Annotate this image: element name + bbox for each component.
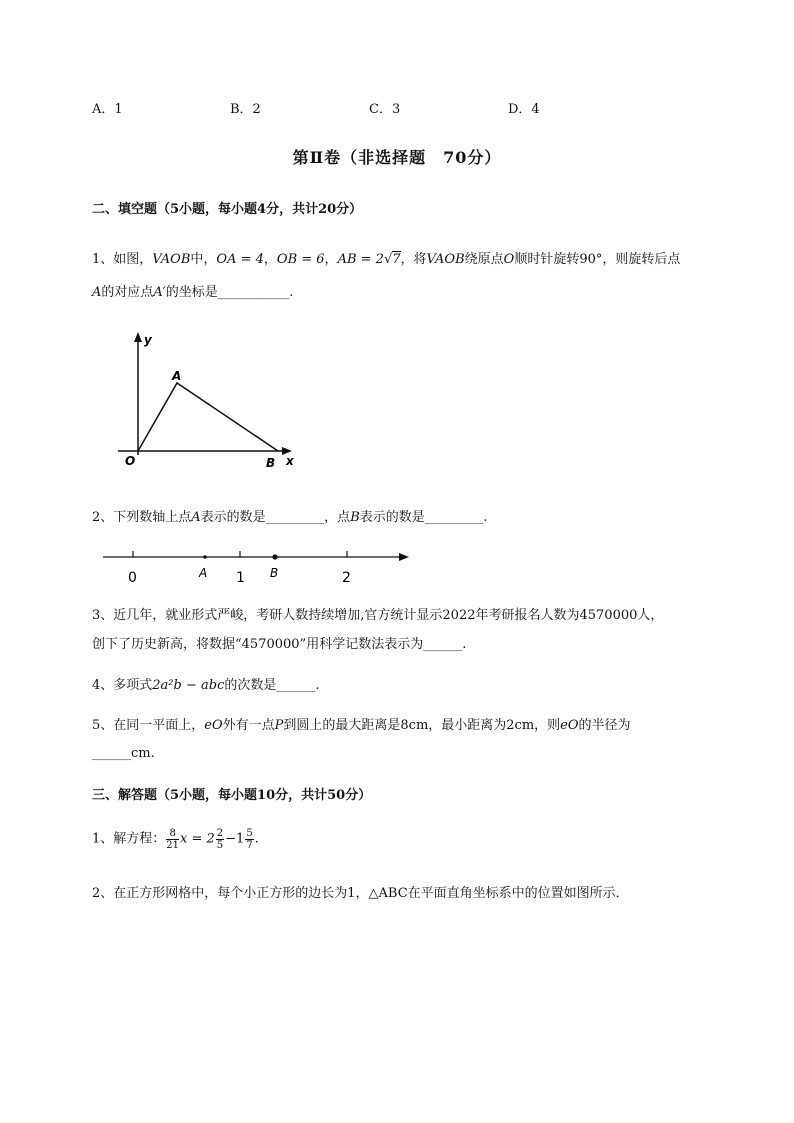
q-text: 表示的数是_________. [359, 510, 488, 525]
math-tri: VAOB [152, 252, 191, 267]
math-p: P [274, 718, 284, 733]
math-circle: eO [204, 718, 223, 733]
q-text: . [254, 831, 259, 847]
option-c: C．3 [369, 102, 401, 117]
number-line-arrow-icon [399, 553, 409, 561]
fraction-5-7 [245, 828, 253, 851]
option-d: D．4 [508, 102, 540, 117]
q-text: ， [324, 252, 338, 267]
math-circle2: eO [560, 718, 579, 733]
label-a: A [172, 369, 182, 383]
q-text: ，将 [400, 252, 427, 267]
q-text: 表示的数是_________，点 [200, 510, 351, 525]
math-x: x = 2 [180, 831, 215, 847]
triangle-aob [138, 383, 278, 451]
q-text: 4、多项式 [92, 678, 153, 693]
math-tri2: VAOB [426, 252, 465, 267]
question-3-1 [92, 828, 259, 851]
fraction-8-21 [166, 828, 179, 851]
triangle-figure [110, 330, 310, 475]
option-a: A．1 [92, 102, 123, 117]
label-o: O [125, 454, 136, 468]
label-point-a: A [199, 566, 208, 580]
q-text: 中， [190, 252, 217, 267]
frac-den: 7 [246, 840, 253, 851]
q-text: 到圆上的最大距离是8cm，最小距离为2cm，则 [283, 718, 561, 733]
frac-num: 2 [216, 828, 224, 839]
q-text: 2、下列数轴上点 [92, 510, 192, 525]
q-text: 的次数是______. [224, 678, 320, 693]
q-text: 的坐标是___________. [165, 285, 294, 300]
label-zero: 0 [128, 570, 137, 586]
math-polynomial: 2a²b − abc [152, 678, 225, 693]
math-aprime: A′ [153, 285, 166, 300]
fraction-2-5 [216, 828, 224, 851]
q-text: 5、在同一平面上， [92, 718, 205, 733]
label-y: y [144, 333, 152, 347]
q-text: 1、如图， [92, 252, 153, 267]
frac-num: 8 [166, 828, 179, 840]
frac-num: 5 [246, 828, 253, 839]
q-text: 顺时针旋转90°，则旋转后点 [514, 252, 681, 267]
y-axis-arrow-icon [134, 332, 142, 342]
section3-heading: 三、解答题（5小题，每小题10分，共计50分） [92, 788, 372, 803]
question-2-4 [92, 678, 320, 694]
question-2-3-line2: 创下了历史新高，将数据“4570000”用科学记数法表示为______. [92, 637, 467, 652]
sqrt-sign: √ [383, 252, 393, 267]
math-a: A [191, 510, 201, 525]
question-2-3-line1: 3、近几年，就业形式严峻，考研人数持续增加,官方统计显示2022年考研报名人数为4570000人， [92, 608, 664, 623]
label-b: B [266, 456, 276, 470]
question-2-5-line1 [92, 718, 631, 734]
math-minus: −1 [225, 831, 245, 847]
label-point-b: B [270, 566, 279, 580]
q-text: 的半径为 [578, 718, 631, 733]
section2-heading: 二、填空题（5小题，每小题4分，共计20分） [92, 202, 363, 217]
question-2-2 [92, 510, 487, 526]
math-ob: OB = 6 [276, 252, 325, 267]
label-two: 2 [342, 570, 351, 586]
option-b: B．2 [230, 102, 261, 117]
q-text: 外有一点 [222, 718, 275, 733]
question-3-2: 2、在正方形网格中，每个小正方形的边长为1，△ABC在平面直角坐标系中的位置如图所示． [92, 886, 629, 901]
math-ab: AB = 2 [337, 252, 384, 267]
q-text: 的对应点 [101, 285, 154, 300]
number-line [95, 545, 415, 587]
frac-den: 21 [166, 840, 180, 851]
label-one: 1 [236, 570, 245, 586]
math-a: A [92, 285, 102, 300]
question-2-5-line2: ______cm. [92, 746, 155, 761]
point-b [272, 554, 277, 559]
math-oa: OA = 4 [216, 252, 264, 267]
q-text: 绕原点 [464, 252, 504, 267]
point-a [203, 555, 207, 559]
label-x: x [286, 454, 294, 468]
question-2-1-line2 [92, 285, 293, 301]
frac-den: 5 [216, 840, 224, 851]
math-b: B [350, 510, 360, 525]
q-text: 1、解方程： [92, 831, 166, 847]
q-text: ， [263, 252, 277, 267]
sqrt-radicand: 7 [392, 252, 401, 267]
part-title: 第Ⅱ卷（非选择题 70分） [292, 148, 502, 167]
question-2-1-line1 [92, 252, 680, 268]
math-o: O [503, 252, 515, 267]
